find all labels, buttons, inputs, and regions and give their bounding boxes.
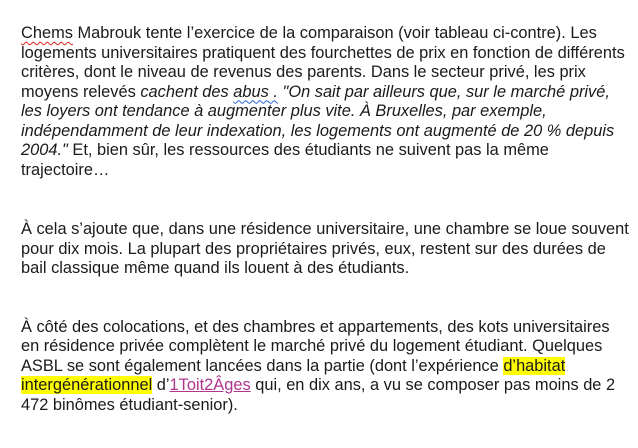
paragraph-3 — [21, 318, 631, 416]
paragraph-1-text-a: Mabrouk tente l’exercice de la comparaison (voir tableau ci-contre). Les logements universitaires pratiquent des fourchettes de prix en fonction de différents critères, dont le niveau de revenus des parents. Dans le secteur privé, les prix moyens relevés — [21, 24, 625, 101]
paragraph-2-text: À cela s’ajoute que, dans une résidence universitaire, une chambre se loue souvent pour dix mois. La plupart des propriétaires privés, eux, restent sur des durées de bail classique même quand ils louent à des étudiants. — [21, 220, 629, 277]
misspelled-word-chems[interactable]: Chems — [21, 24, 73, 42]
grammar-flag-abus[interactable]: abus — [233, 82, 269, 101]
link-1toit2ages[interactable]: 1Toit2Âges — [169, 376, 251, 394]
grammar-flag-period[interactable]: . — [268, 82, 278, 101]
paragraph-1-text-b: Et, bien sûr, les ressources des étudiants ne suivent pas la même trajectoire… — [21, 141, 549, 179]
paragraph-1-italic-a: cachent des — [140, 82, 234, 101]
paragraph-1-quote: "On sait par ailleurs que, sur le marché privé, les loyers ont tendance à augmenter plus vite. À Bruxelles, par exemple, indépendamment de leur indexation, les logements ont augmenté de 20 % depuis 2004." — [21, 82, 615, 159]
paragraph-3-text-b: d’ — [152, 376, 170, 394]
document-body[interactable] — [21, 24, 631, 415]
highlighted-text: d’habitat intergénérationnel — [21, 356, 566, 394]
paragraph-2 — [21, 220, 631, 279]
paragraph-1 — [21, 24, 631, 180]
paragraph-3-text-c: qui, en dix ans, a vu se composer pas moins de 2 472 binômes étudiant-senior). — [21, 376, 616, 414]
paragraph-3-text-a: À côté des colocations, et des chambres et appartements, des kots universitaires en résidence privée complètent le marché privé du logement étudiant. Quelques ASBL se sont également lancées dans la partie (dont l’expérience — [21, 317, 610, 375]
